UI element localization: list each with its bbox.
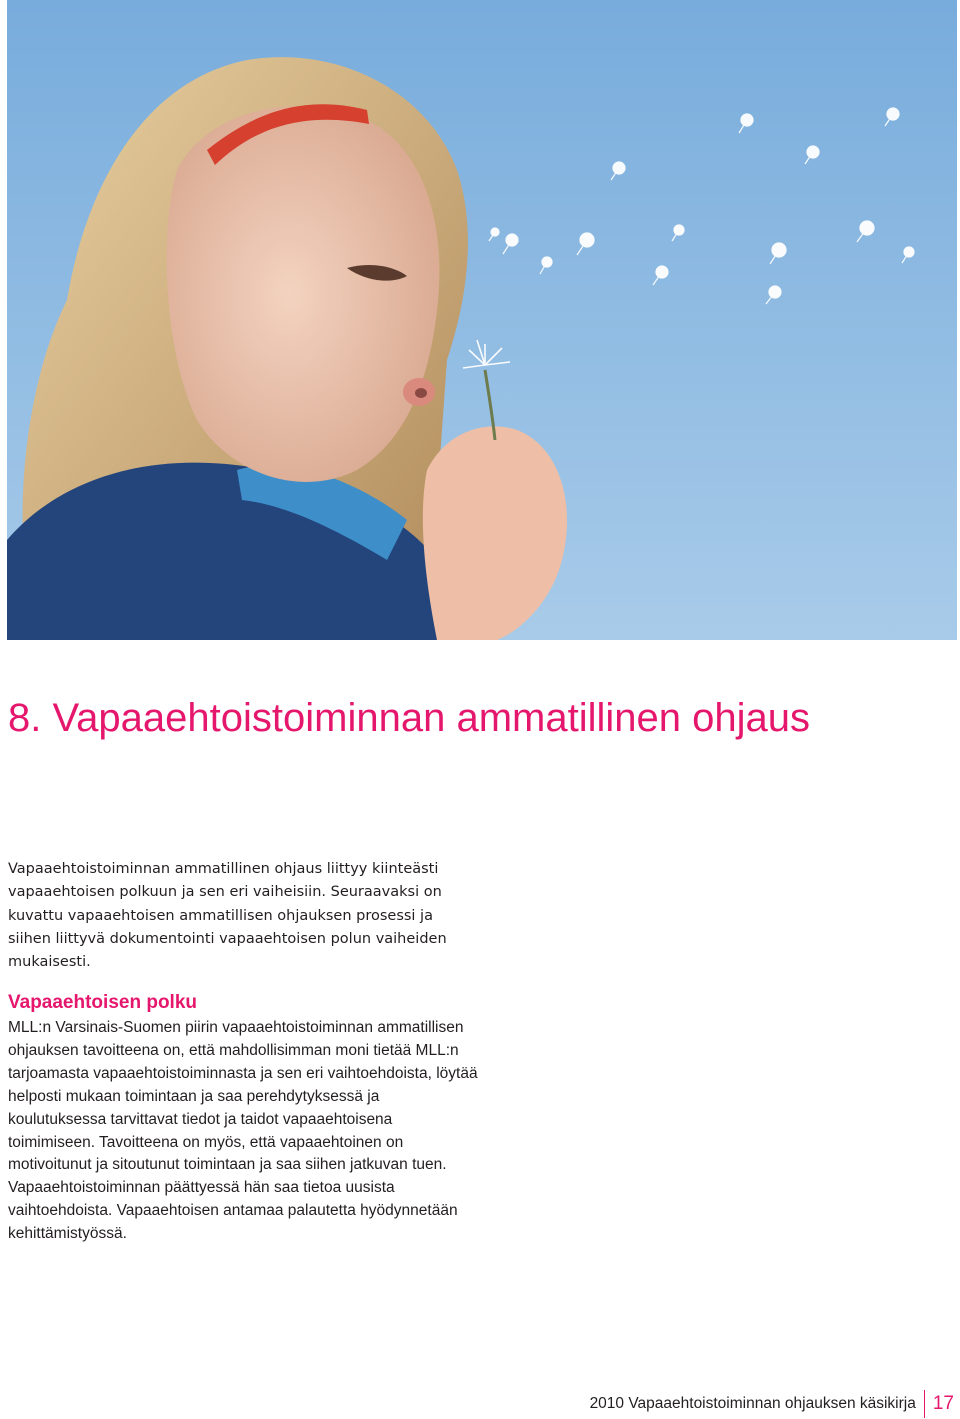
intro-paragraph: Vapaaehtoistoiminnan ammatillinen ohjaus liittyy kiinteästi vapaaehtoisen polkuun ja sen eri vaiheisiin. Seuraavaksi on kuvattu vapaaehtoisen ammatillisen ohjauksen prosessi ja siihen liittyvä dokumentointi vapaaehtoisen polun vaiheiden mukaisesti.: [8, 861, 447, 971]
page-footer: [590, 1389, 954, 1419]
footer-title: 2010 Vapaaehtoistoiminnan ohjauksen käsikirja: [589, 1395, 916, 1412]
section-heading: Vapaaehtoisen polku: [8, 992, 197, 1013]
section-paragraph: MLL:n Varsinais-Suomen piirin vapaaehtoistoiminnan ammatillisen ohjauksen tavoitteena on, että mahdollisimman moni tietää MLL:n tarjoamasta vapaaehtoistoiminnasta ja sen eri vaihtoehdoista, löytää helposti mukaan toimintaan ja saa perehdytyksessä ja koulutuksessa tarvittavat tiedot ja taidot vapaaehtoisena toimimiseen. Tavoitteena on myös, että vapaaehtoinen on motivoitunut ja sitoutunut toimintaan ja saa siihen jatkuvan tuen. Vapaaehtoistoiminnan päättyessä hän saa tietoa uusista vaihtoehdoista. Vapaaehtoisen antamaa palautetta hyödynnetään kehittämistyössä.: [8, 1019, 478, 1243]
chapter-title: 8. Vapaaehtoistoiminnan ammatillinen ohjaus: [8, 696, 810, 740]
dandelion-photo-icon: [7, 0, 957, 640]
footer-divider: [924, 1390, 925, 1418]
page-number: 17: [932, 1393, 954, 1414]
cover-photo: [7, 0, 957, 640]
